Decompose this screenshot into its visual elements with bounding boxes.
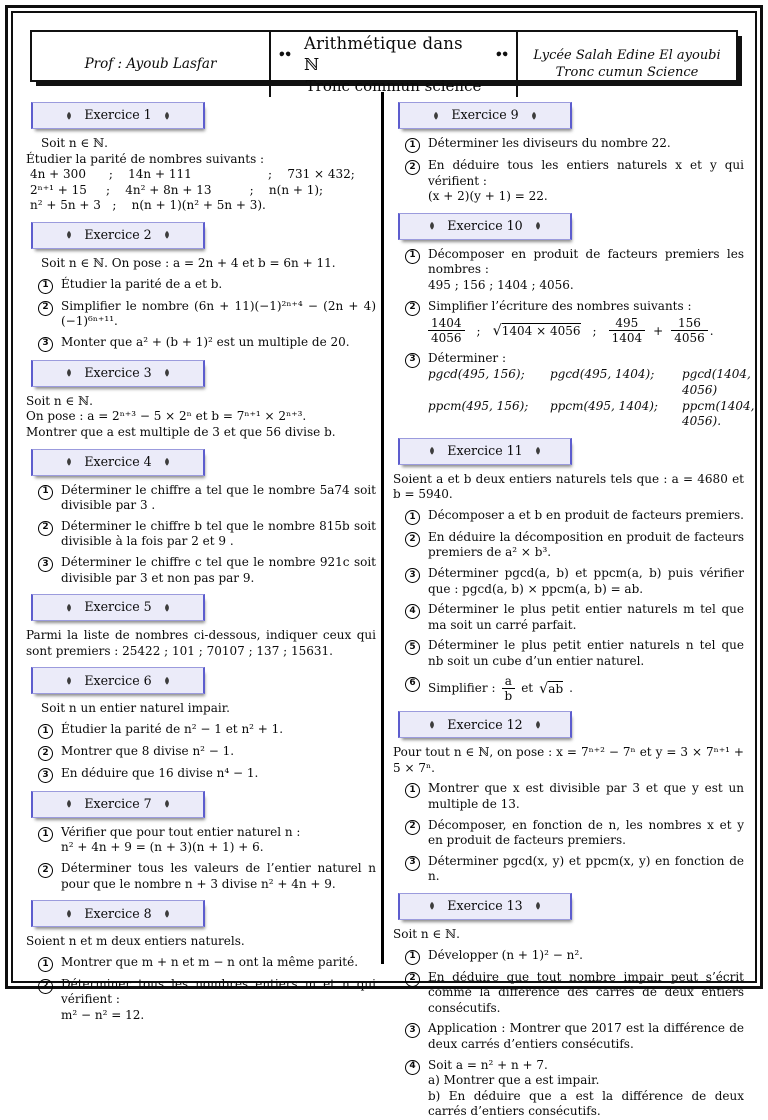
list-item: 1 Étudier la parité de n² − 1 et n² + 1. [26, 722, 376, 739]
statement-line: Étudier la parité de nombres suivants : [26, 151, 265, 166]
item-number: 4 [405, 1060, 420, 1075]
list-item: 3 Application : Montrer que 2017 est la différence de deux carrés d’entiers consécutifs. [393, 1021, 744, 1052]
list-item: 2 En déduire tous les entiers naturels x et y qui vérifient : (x + 2)(y + 1) = 22. [393, 158, 744, 205]
statement-line: Soit n ∈ ℕ. On pose : a = 2n + 4 et b = 6n + 11. [41, 255, 336, 270]
leaf-icon [428, 446, 436, 456]
exercise-badge [31, 791, 205, 818]
leaf-icon [163, 676, 171, 686]
item-number: 1 [38, 485, 53, 500]
exercise-badge [31, 900, 205, 927]
statement-line: Soit n ∈ ℕ. [26, 393, 93, 408]
item-number: 3 [38, 557, 53, 572]
exercise-title: Exercice 13 [447, 898, 523, 914]
exercise-badge [31, 360, 205, 387]
exercise-badge [31, 102, 205, 129]
exercise-8 [26, 900, 376, 1023]
list-item: 1 Déterminer le chiffre a tel que le nombre 5a74 soit divisible par 3 . [26, 483, 376, 514]
exercise-5 [26, 594, 376, 659]
statement-line: Montrer que a est multiple de 3 et que 56 divise b. [26, 424, 336, 439]
sub-question-a: a) Montrer que a est impair. [428, 1073, 600, 1088]
exercise-title: Exercice 1 [84, 107, 152, 123]
item-number: 1 [405, 249, 420, 264]
leaf-icon [163, 799, 171, 809]
list-item: 3 En déduire que 16 divise n⁴ − 1. [26, 766, 376, 783]
leaf-icon [428, 221, 436, 231]
list-item: 2 En déduire que tout nombre impair peut s’écrit comme la différence des carrés de deux entiers consécutifs. [393, 970, 744, 1017]
fraction: $\frac{a}{b}$ [502, 675, 516, 704]
exercise-badge [31, 594, 205, 621]
exercise-11 [393, 438, 744, 704]
professor-name: Prof : Ayoub Lasfar [84, 55, 217, 72]
leaf-icon [534, 221, 542, 231]
school-level: Tronc cumun Science [555, 64, 699, 80]
item-number: 3 [405, 568, 420, 583]
item-number: 4 [405, 604, 420, 619]
list-item: 1 Montrer que x est divisible par 3 et que y est un multiple de 13. [393, 781, 744, 812]
math-line: n² + 4n + 9 = (n + 3)(n + 1) + 6. [61, 840, 264, 855]
exercise-badge [31, 222, 205, 249]
list-item [393, 675, 744, 704]
list-item: 2 Simplifier le nombre (6n + 11)(−1)²ⁿ⁺⁴ − (2n + 4)(−1)⁶ⁿ⁺¹¹. [26, 299, 376, 330]
item-number: 1 [405, 510, 420, 525]
swirl-ornament-icon [492, 49, 512, 59]
item-number: 2 [405, 532, 420, 547]
list-item: 3 Déterminer : pgcd(495, 156); pgcd(495, 1404); pgcd(1404, 4056) ppcm(495, 156); ppcm(495, 1404); ppcm(1404, 4056). [393, 351, 744, 430]
exercise-title: Exercice 4 [84, 453, 152, 469]
list-item: 4 Soit a = n² + n + 7. a) Montrer que a est impair. b) En déduire que a est la différence de deux carrés d’entiers consécutifs. [393, 1058, 744, 1120]
swirl-ornament-icon [275, 49, 295, 59]
item-number: 2 [405, 160, 420, 175]
exercise-13 [393, 893, 744, 1120]
item-number: 1 [405, 783, 420, 798]
leaf-icon [428, 720, 436, 730]
right-column [393, 94, 755, 1120]
leaf-icon [163, 230, 171, 240]
exercise-title: Exercice 11 [447, 443, 523, 459]
exercise-badge [398, 711, 572, 738]
item-number: 2 [38, 301, 53, 316]
header-school-cell [518, 32, 736, 97]
item-number: 5 [405, 640, 420, 655]
statement-line: Soit n ∈ ℕ. [41, 136, 108, 150]
leaf-icon [65, 909, 73, 919]
list-item: 2 Décomposer, en fonction de n, les nombres x et y en produit de facteurs premiers. [393, 818, 744, 849]
list-item: 2 Déterminer tous les nombres entiers m et n qui vérifient : m² − n² = 12. [26, 977, 376, 1024]
exercise-4 [26, 449, 376, 587]
math-row: 2ⁿ⁺¹ + 15 ; 4n² + 8n + 13 ; n(n + 1); [30, 182, 324, 197]
item-number: 3 [405, 353, 420, 368]
math-inline: Simplifier : $\frac{a}{b}$ et √ ab . [428, 673, 573, 703]
exercise-title: Exercice 7 [84, 796, 152, 812]
item-number: 3 [405, 856, 420, 871]
list-item: 5 Déterminer le plus petit entier naturels n tel que nb soit un cube d’un entier naturel. [393, 638, 744, 669]
item-number: 2 [405, 972, 420, 987]
item-number: 2 [38, 979, 53, 994]
exercise-9 [393, 102, 744, 205]
exercise-title: Exercice 8 [84, 905, 152, 921]
statement-line: Soit n ∈ ℕ. [393, 926, 460, 941]
item-number: 1 [38, 827, 53, 842]
leaf-icon [530, 111, 538, 121]
square-root: √ ab [539, 680, 564, 697]
exercise-title: Exercice 10 [447, 218, 523, 234]
leaf-icon [65, 111, 73, 121]
leaf-icon [65, 799, 73, 809]
leaf-icon [65, 457, 73, 467]
math-line: 495 ; 156 ; 1404 ; 4056. [428, 277, 574, 292]
exercise-badge [398, 893, 572, 920]
exercise-badge [398, 438, 572, 465]
exercise-title: Exercice 2 [84, 227, 152, 243]
item-number: 3 [38, 337, 53, 352]
exercise-6 [26, 667, 376, 783]
item-number: 1 [38, 724, 53, 739]
leaf-icon [163, 368, 171, 378]
header [30, 30, 738, 95]
math-row: n² + 5n + 3 ; n(n + 1)(n² + 5n + 3). [30, 198, 266, 213]
sub-question-b: b) En déduire que a est la différence de deux carrés d’entiers consécutifs. [428, 1088, 744, 1119]
math-line: m² − n² = 12. [61, 1008, 145, 1023]
exercise-12 [393, 711, 744, 885]
item-number: 2 [405, 301, 420, 316]
exercise-2 [26, 222, 376, 352]
exercise-title: Exercice 12 [447, 716, 523, 732]
statement-line: Parmi la liste de nombres ci-dessous, indiquer ceux qui sont premiers : 25422 ; 101 ; 70107 ; 137 ; 15631. [26, 628, 376, 658]
list-item: 3 Déterminer pgcd(a, b) et ppcm(a, b) puis vérifier que : pgcd(a, b) × ppcm(a, b) = ab. [393, 566, 744, 597]
exercise-badge [31, 449, 205, 476]
exercise-10 [393, 213, 755, 430]
list-item: 3 Déterminer le chiffre c tel que le nombre 921c soit divisible par 3 et non pas par 9. [26, 555, 376, 586]
item-number: 1 [38, 279, 53, 294]
fraction: $\frac{495}{1404}$ [609, 317, 646, 346]
leaf-icon [534, 901, 542, 911]
list-item: 2 Déterminer le chiffre b tel que le nombre 815b soit divisible à la fois par 2 et 9 . [26, 519, 376, 550]
math-line: (x + 2)(y + 1) = 22. [428, 189, 548, 204]
exercise-title: Exercice 6 [84, 672, 152, 688]
statement-line: On pose : a = 2ⁿ⁺³ − 5 × 2ⁿ et b = 7ⁿ⁺¹ × 2ⁿ⁺³. [26, 409, 307, 424]
list-item: 1 Vérifier que pour tout entier naturel n : n² + 4n + 9 = (n + 3)(n + 1) + 6. [26, 825, 376, 856]
leaf-icon [428, 901, 436, 911]
leaf-icon [534, 720, 542, 730]
item-number: 2 [38, 521, 53, 536]
header-title-cell [269, 32, 518, 97]
leaf-icon [163, 111, 171, 121]
list-item: 4 Déterminer le plus petit entier naturels m tel que ma soit un carré parfait. [393, 602, 744, 633]
list-item: 1 Déterminer les diviseurs du nombre 22. [393, 136, 744, 153]
list-item: 2 Déterminer tous les valeurs de l’entier naturel n pour que le nombre n + 3 divise n² + 4n + 9. [26, 861, 376, 892]
item-number: 1 [405, 138, 420, 153]
leaf-icon [163, 603, 171, 613]
list-item: 2 En déduire la décomposition en produit de facteurs premiers de a² × b³. [393, 530, 744, 561]
leaf-icon [163, 909, 171, 919]
page-title: Arithmétique dans ℕ [304, 34, 463, 75]
exercise-badge [398, 213, 572, 240]
exercise-7 [26, 791, 376, 892]
item-number: 1 [405, 950, 420, 965]
item-number: 6 [405, 677, 420, 692]
list-item: 2 Montrer que 8 divise n² − 1. [26, 744, 376, 761]
statement-line: Soient n et m deux entiers naturels. [26, 934, 245, 949]
list-item: 1 Décomposer en produit de facteurs premiers les nombres : 495 ; 156 ; 1404 ; 4056. [393, 247, 744, 294]
list-item: 1 Étudier la parité de a et b. [26, 277, 376, 294]
exercise-title: Exercice 3 [84, 365, 152, 381]
statement-line: Pour tout n ∈ ℕ, on pose : x = 7ⁿ⁺² − 7ⁿ et y = 3 × 7ⁿ⁺¹ + 5 × 7ⁿ. [393, 745, 744, 775]
school-name: Lycée Salah Edine El ayoubi [533, 48, 721, 64]
statement-line: Soit n un entier naturel impair. [41, 701, 230, 716]
math-row: 4n + 300 ; 14n + 111 ; 731 × 432; [30, 167, 355, 182]
list-item: 1 Décomposer a et b en produit de facteurs premiers. [393, 508, 744, 525]
list-item: 2 Simplifier l’écriture des nombres suivants : $\frac{1404}{4056}$ ; √ 1404 × 4056 ; $\frac{495}{1404}$ + $\frac{156}{4056}$ . [393, 299, 744, 346]
item-number: 2 [38, 863, 53, 878]
header-professor-cell [32, 32, 269, 97]
left-column [26, 94, 376, 1024]
column-divider [381, 92, 384, 964]
item-number: 2 [38, 746, 53, 761]
exercise-badge [398, 102, 572, 129]
page-subtitle: Tronc commun science [305, 76, 482, 95]
list-item: 3 Monter que a² + (b + 1)² est un multiple de 20. [26, 335, 376, 352]
math-fraction-row: $\frac{1404}{4056}$ ; √ 1404 × 4056 ; $\frac{495}{1404}$ + $\frac{156}{4056}$ . [428, 317, 744, 346]
list-item: 3 Déterminer pgcd(x, y) et ppcm(x, y) en fonction de n. [393, 854, 744, 885]
item-number: 3 [405, 1023, 420, 1038]
exercise-title: Exercice 5 [84, 599, 152, 615]
exercise-3 [26, 360, 376, 441]
item-number: 3 [38, 768, 53, 783]
fraction: $\frac{156}{4056}$ [671, 317, 708, 346]
leaf-icon [432, 111, 440, 121]
exercise-1 [26, 102, 376, 214]
leaf-icon [163, 457, 171, 467]
exercise-badge [31, 667, 205, 694]
fraction: $\frac{1404}{4056}$ [428, 317, 465, 346]
square-root: √ 1404 × 4056 [492, 323, 581, 340]
statement-line: Soient a et b deux entiers naturels tels que : a = 4680 et b = 5940. [393, 471, 744, 502]
leaf-icon [65, 230, 73, 240]
list-item: 1 Montrer que m + n et m − n ont la même parité. [26, 955, 376, 972]
pgcd-ppcm-grid: pgcd(495, 156); pgcd(495, 1404); pgcd(1404, 4056) ppcm(495, 156); ppcm(495, 1404); ppcm(1404, 4056). [428, 367, 755, 429]
item-number: 2 [405, 820, 420, 835]
leaf-icon [65, 676, 73, 686]
exercise-title: Exercice 9 [451, 107, 519, 123]
item-number: 1 [38, 957, 53, 972]
leaf-icon [65, 368, 73, 378]
list-item: 1 Développer (n + 1)² − n². [393, 948, 744, 965]
leaf-icon [534, 446, 542, 456]
leaf-icon [65, 603, 73, 613]
